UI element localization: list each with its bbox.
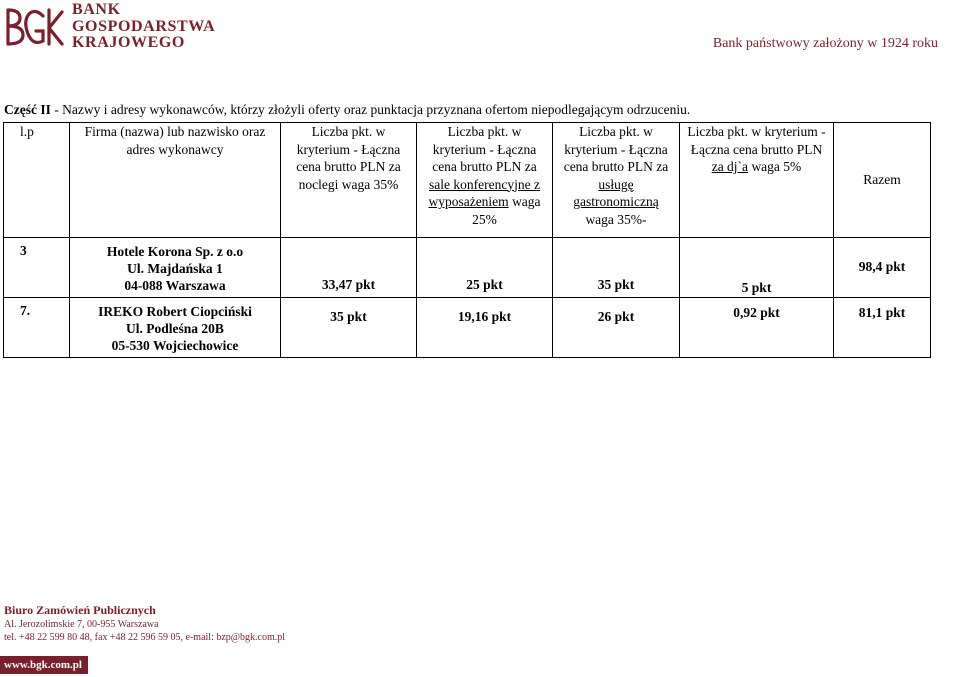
header-criterion-dj: Liczba pkt. w kryterium - Łączna cena brutto PLN za dj`a waga 5% bbox=[680, 123, 834, 238]
section-part-label: Część II bbox=[4, 102, 51, 117]
row-score-c1: 35 pkt bbox=[281, 298, 417, 358]
header-criterion-catering: Liczba pkt. w kryterium - Łączna cena brutto PLN za usługę gastronomiczną waga 35%- bbox=[553, 123, 680, 238]
footer-website-link[interactable]: www.bgk.com.pl bbox=[0, 656, 88, 674]
header-lp: l.p bbox=[4, 123, 70, 238]
section-intro-text: - Nazwy i adresy wykonawców, którzy złożyli oferty oraz punktacja przyznana ofertom niepodlegającym odrzuceniu. bbox=[50, 102, 691, 117]
header-criterion-accommodation: Liczba pkt. w kryterium - Łączna cena brutto PLN za noclegi waga 35% bbox=[281, 123, 417, 238]
footer-address: Al. Jerozolimskie 7, 00-955 Warszawa bbox=[4, 619, 159, 630]
table-header-row bbox=[4, 123, 931, 238]
firm-name: IREKO Robert Ciopciński bbox=[98, 304, 252, 319]
row-total: 81,1 pkt bbox=[834, 298, 931, 358]
row-score-c2: 25 pkt bbox=[417, 238, 553, 298]
offers-table bbox=[3, 122, 931, 358]
table-row bbox=[4, 298, 931, 358]
row-score-c1: 33,47 pkt bbox=[281, 238, 417, 298]
row-score-c4: 0,92 pkt bbox=[680, 298, 834, 358]
footer-contact: tel. +48 22 599 80 48, fax +48 22 596 59 05, e-mail: bzp@bgk.com.pl bbox=[4, 632, 286, 643]
section-intro bbox=[4, 102, 690, 118]
row-score-c3: 26 pkt bbox=[553, 298, 680, 358]
row-lp: 3 bbox=[4, 238, 70, 298]
bgk-logo-monogram-icon bbox=[2, 4, 64, 50]
row-score-c2: 19,16 pkt bbox=[417, 298, 553, 358]
firm-street: Ul. Majdańska 1 bbox=[127, 261, 223, 276]
page-footer bbox=[4, 603, 285, 644]
row-score-c3: 35 pkt bbox=[553, 238, 680, 298]
row-firm bbox=[70, 238, 281, 298]
footer-title: Biuro Zamówień Publicznych bbox=[4, 603, 156, 617]
page-header bbox=[0, 0, 960, 70]
header-total: Razem bbox=[834, 123, 931, 238]
firm-city: 05-530 Wojciechowice bbox=[111, 338, 239, 353]
row-firm bbox=[70, 298, 281, 358]
header-firm: Firma (nazwa) lub nazwisko oraz adres wykonawcy bbox=[70, 123, 281, 238]
row-total: 98,4 pkt bbox=[834, 238, 931, 298]
row-score-c4: 5 pkt bbox=[680, 238, 834, 298]
firm-city: 04-088 Warszawa bbox=[124, 278, 226, 293]
header-criterion-conference-rooms: Liczba pkt. w kryterium - Łączna cena brutto PLN za sale konferencyjne z wyposażeniem waga 25% bbox=[417, 123, 553, 238]
firm-street: Ul. Podleśna 20B bbox=[126, 321, 224, 336]
row-lp: 7. bbox=[4, 298, 70, 358]
header-tagline: Bank państwowy założony w 1924 roku bbox=[712, 36, 938, 51]
firm-name: Hotele Korona Sp. z o.o bbox=[106, 244, 244, 259]
table-row bbox=[4, 238, 931, 298]
bank-logo-text: BANK GOSPODARSTWA KRAJOWEGO bbox=[72, 1, 216, 51]
